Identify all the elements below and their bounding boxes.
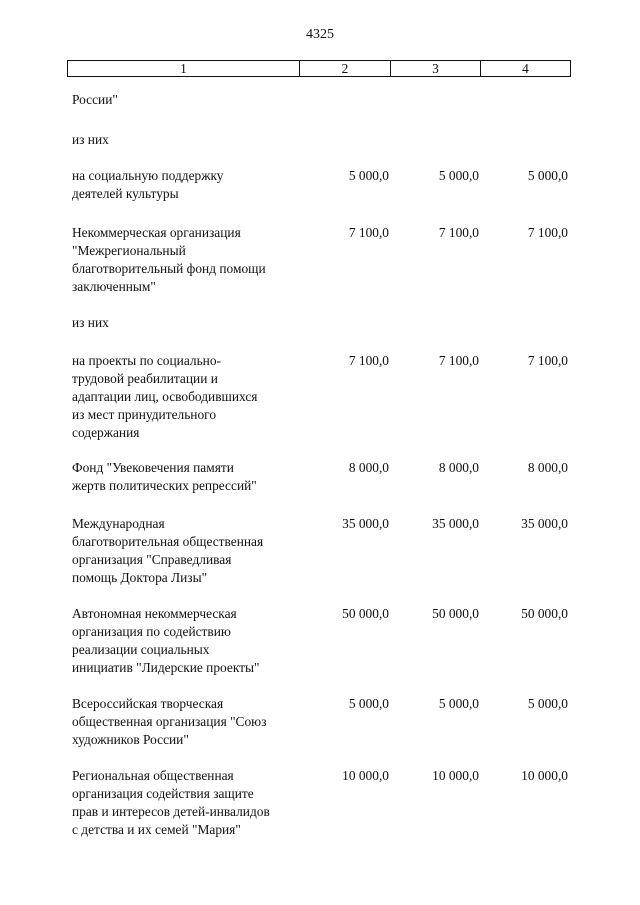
- row-label: Международная благотворительная общественная организация "Справедливая помощь Доктора Лизы": [72, 516, 264, 585]
- column-header-table: [67, 60, 571, 77]
- row-label: Некоммерческая организация "Межрегиональный благотворительный фонд помощи заключенным": [72, 225, 266, 294]
- row-value-col-2: 7 100,0: [348, 225, 389, 240]
- row-value-col-3: 35 000,0: [432, 516, 479, 531]
- row-label: Автономная некоммерческая организация по содействию реализации социальных инициатив "Лидерские проекты": [72, 606, 260, 675]
- row-label: на проекты по социально- трудовой реабилитации и адаптации лиц, освободившихся из мест принудительного содержания: [72, 353, 258, 440]
- row-value-col-3: 7 100,0: [438, 353, 479, 368]
- row-value-col-2: 8 000,0: [348, 460, 389, 475]
- row-label: на социальную поддержку деятелей культуры: [72, 168, 224, 201]
- header-col-1: 1: [68, 61, 300, 77]
- row-value-col-3: 7 100,0: [438, 225, 479, 240]
- row-value-col-2: 10 000,0: [342, 768, 389, 783]
- row-value-col-2: 35 000,0: [342, 516, 389, 531]
- row-value-col-2: 7 100,0: [348, 353, 389, 368]
- row-label: России": [72, 92, 118, 107]
- row-value-col-2: 50 000,0: [342, 606, 389, 621]
- row-value-col-3: 10 000,0: [432, 768, 479, 783]
- row-value-col-4: 8 000,0: [527, 460, 568, 475]
- page-number: 4325: [306, 27, 334, 42]
- row-label: из них: [72, 315, 109, 330]
- row-value-col-4: 5 000,0: [527, 168, 568, 183]
- row-value-col-4: 10 000,0: [521, 768, 568, 783]
- row-value-col-3: 5 000,0: [438, 168, 479, 183]
- row-label: Фонд "Увековечения памяти жертв политических репрессий": [72, 460, 257, 493]
- row-value-col-4: 35 000,0: [521, 516, 568, 531]
- header-col-4: 4: [481, 61, 571, 77]
- row-value-col-3: 8 000,0: [438, 460, 479, 475]
- row-value-col-3: 5 000,0: [438, 696, 479, 711]
- row-label: из них: [72, 132, 109, 147]
- header-col-2: 2: [300, 61, 391, 77]
- header-col-3: 3: [391, 61, 481, 77]
- row-value-col-4: 5 000,0: [527, 696, 568, 711]
- row-value-col-2: 5 000,0: [348, 696, 389, 711]
- row-value-col-4: 7 100,0: [527, 225, 568, 240]
- row-value-col-4: 7 100,0: [527, 353, 568, 368]
- row-value-col-2: 5 000,0: [348, 168, 389, 183]
- row-label: Всероссийская творческая общественная организация "Союз художников России": [72, 696, 267, 747]
- row-value-col-4: 50 000,0: [521, 606, 568, 621]
- row-label: Региональная общественная организация содействия защите прав и интересов детей-инвалидов с детства и их семей "Мария": [72, 768, 270, 837]
- row-value-col-3: 50 000,0: [432, 606, 479, 621]
- header-row: [68, 61, 571, 77]
